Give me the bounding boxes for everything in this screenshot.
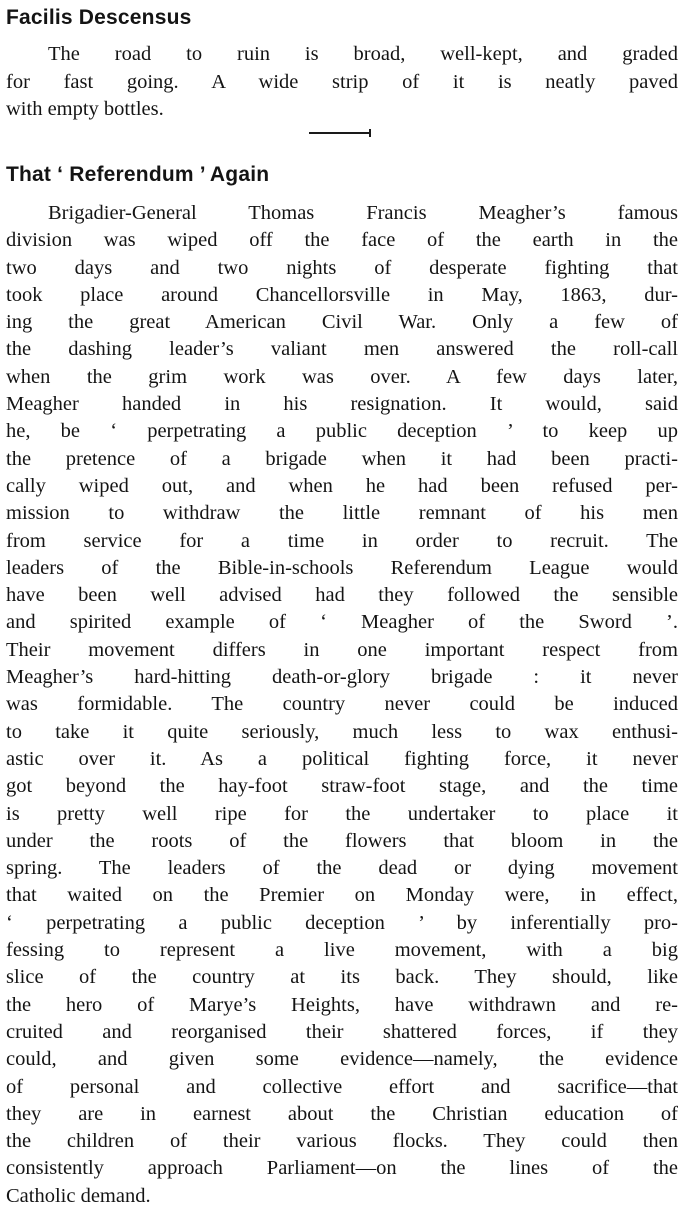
text-line: could, and given some evidence—namely, the evidence [6, 1048, 678, 1071]
text-line: ing the great American Civil War. Only a few of [6, 311, 678, 334]
text-line: when the grim work was over. A few days later, [6, 365, 678, 388]
text-line: under the roots of the flowers that bloom in the [6, 829, 678, 852]
article-title-referendum: That ‘ Referendum ’ Again [6, 163, 270, 186]
text-line: astic over it. As a political fighting force, it never [6, 747, 678, 770]
text-line: the children of their various flocks. They could then [6, 1130, 678, 1153]
text-line: two days and two nights of desperate fighting that [6, 256, 678, 279]
text-line: Brigadier-General Thomas Francis Meagher’s famous [48, 202, 678, 224]
article-body-facilis-descensus [6, 41, 678, 124]
text-line: with empty bottles. [6, 98, 164, 121]
text-line: the dashing leader’s valiant men answered the roll-call [6, 338, 678, 361]
section-divider [309, 131, 371, 135]
text-line: The road to ruin is broad, well-kept, and graded [48, 43, 678, 65]
text-line: the hero of Marye’s Heights, have withdrawn and re- [6, 993, 678, 1016]
text-line: slice of the country at its back. They should, like [6, 966, 678, 989]
text-line: got beyond the hay-foot straw-foot stage, and the time [6, 775, 678, 798]
text-line: Their movement differs in one important respect from [6, 638, 678, 661]
text-line: and spirited example of ‘ Meagher of the Sword ’. [6, 611, 678, 634]
text-line: took place around Chancellorsville in May, 1863, dur- [6, 283, 678, 306]
text-line: Catholic demand. [6, 1184, 151, 1207]
text-line: have been well advised had they followed the sensible [6, 584, 678, 607]
text-line: cally wiped out, and when he had been refused per- [6, 474, 678, 497]
text-line: is pretty well ripe for the undertaker to place it [6, 802, 678, 825]
text-line: division was wiped off the face of the earth in the [6, 229, 678, 252]
article-title-facilis-descensus: Facilis Descensus [6, 6, 192, 29]
text-line: Meagher handed in his resignation. It would, said [6, 393, 678, 416]
text-line: leaders of the Bible-in-schools Referendum League would [6, 556, 678, 579]
text-line: was formidable. The country never could be induced [6, 693, 678, 716]
text-line: fessing to represent a live movement, with a big [6, 939, 678, 962]
article-body-referendum [6, 200, 678, 1210]
text-line: that waited on the Premier on Monday were, in effect, [6, 884, 678, 907]
text-line: cruited and reorganised their shattered forces, if they [6, 1020, 678, 1043]
text-line: Meagher’s hard-hitting death-or-glory brigade : it never [6, 666, 678, 689]
text-line: consistently approach Parliament—on the lines of the [6, 1157, 678, 1180]
text-line: ‘ perpetrating a public deception ’ by inferentially pro- [6, 911, 678, 934]
text-line: the pretence of a brigade when it had been practi- [6, 447, 678, 470]
text-line: of personal and collective effort and sacrifice—that [6, 1075, 678, 1098]
text-line: to take it quite seriously, much less to wax enthusi- [6, 720, 678, 743]
text-line: from service for a time in order to recruit. The [6, 529, 678, 552]
text-line: for fast going. A wide strip of it is neatly paved [6, 70, 678, 93]
text-line: he, be ‘ perpetrating a public deception ’ to keep up [6, 420, 678, 443]
text-line: spring. The leaders of the dead or dying movement [6, 857, 678, 880]
text-line: they are in earnest about the Christian education of [6, 1102, 678, 1125]
text-line: mission to withdraw the little remnant of his men [6, 502, 678, 525]
